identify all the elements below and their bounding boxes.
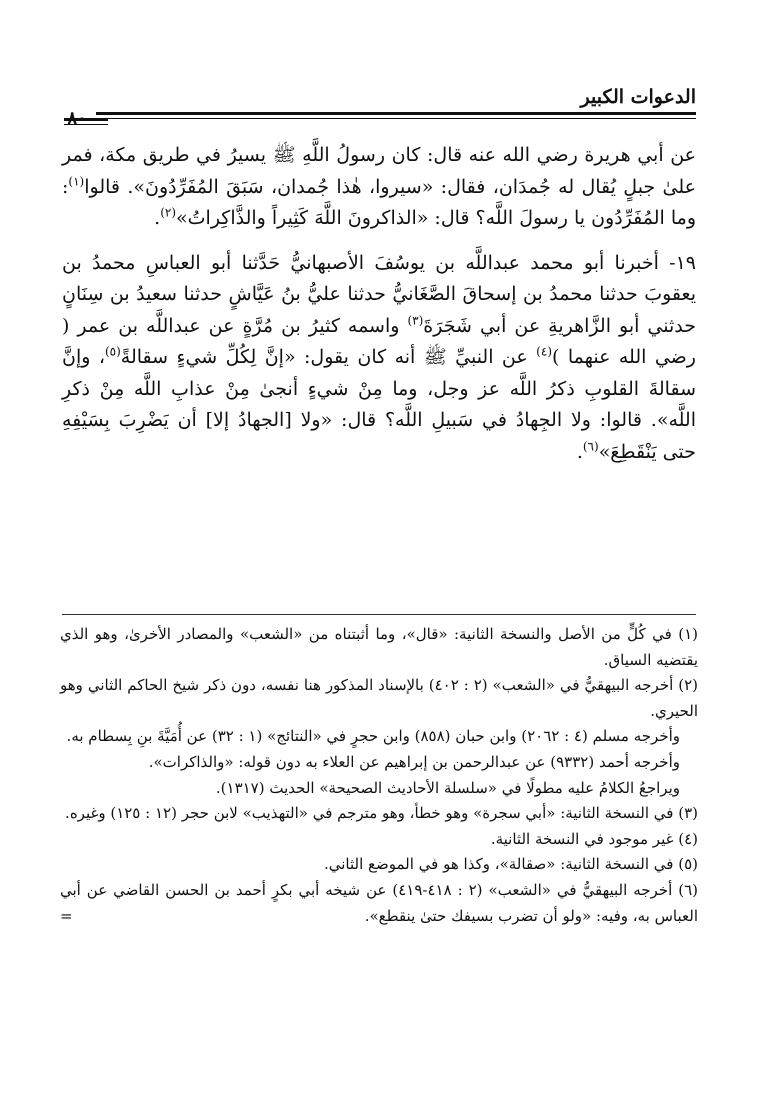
footnote-marker: (١) [68,174,85,189]
footnote-marker: (٤) [536,344,552,359]
text-segment: واسمه كثيرُ بن مُرَّةٍ عن عبداللَّه بن عمر ( رضي الله عنهما ) [62,314,696,368]
terminal-mark: . [154,207,161,229]
text-segment: ١٩- أخبرنا أبو محمد عبداللَّه بن يوسُفَ الأصبهانيُّ حَدَّثنا أبو العباسِ محمدُ بن يعقوبَ حدثنا محمدُ بن إسحاقَ الصَّغَانيُّ حدثنا عليُّ بنُ عَيَّاشٍ حدثنا سعيدُ بن سِنَانٍ حدثني أبو الزَّاهريةِ عن أبي شَجَرَةَ [62,251,696,337]
footnote-2-continuation: وأخرجه أحمد (٩٣٣٢) عن عبدالرحمن بن إبراهيم عن العلاء به دون قوله: «والذاكرات». [148,752,680,771]
running-title: الدعوات الكبير [580,86,696,108]
footnote-marker: (٦) [582,439,599,454]
header-rule [96,112,696,119]
footnote-2-continuation: ويراجعُ الكلامُ عليه مطولًا في «سلسلة الأحاديث الصحيحة» الحديث (١٣١٧). [215,778,680,797]
footnote-divider [62,614,696,615]
continuation-mark: = [60,906,73,925]
text-segment: وما المُفَرِّدُون يا رسولَ اللَّه؟ قال: «الذاكرونَ اللَّهَ كَثِيراً والذَّاكِراتُ» [176,207,696,229]
footnote-2: (٢) أخرجه البيهقيُّ في «الشعب» (٢ : ٤٠٢) بالإسناد المذكور هنا نفسه، دون ذكر شيخ الحاكم الثاني وهو الحيري. [60,676,698,720]
header-rule-short [64,118,108,125]
text-segment: عن أبي هريرة رضي الله عنه قال: كان رسولُ اللَّهِ ﷺ يسيرُ في طريق مكة، فمر علىٰ جبلٍ يُقال له جُمدَان، فقال: «سيروا، هٰذا جُمدان، سَبَقَ المُفَرِّدُونَ». قالوا [62,144,696,198]
footnote-5: (٥) في النسخة الثانية: «صقالة»، وكذا هو في الموضع الثاني. [323,855,698,874]
page-header [64,86,696,129]
page-number: ٨٠ [67,108,87,129]
footnote-4: (٤) غير موجود في النسخة الثانية. [490,829,698,848]
text-segment: عن النبيِّ ﷺ أنه كان يقول: «إنَّ لِكُلِّ شيءٍ سقالةً [120,346,528,368]
hadith-paragraph-1: عن أبي هريرة رضي الله عنه قال: كان رسولُ اللَّهِ ﷺ يسيرُ في طريق مكة، فمر علىٰ جبلٍ يُقال له جُمدَان، فقال: «سيروا، هٰذا جُمدان، سَبَقَ المُفَرِّدُونَ». قالوا$^{(١)}$: وما المُفَرِّدُون يا رسولَ اللَّه؟ قال: «الذاكرونَ اللَّهَ كَثِيراً والذَّاكِراتُ»$^{(٢)}$. [62,144,696,229]
footnote-6: (٦) أخرجه البيهقيُّ في «الشعب» (٢ : ٤١٨-٤١٩) عن شيخه أبي بكرٍ أحمد بن الحسن القاضي عن أبي العباس به، وفيه: «ولو أن تضرب بسيفك حتىٰ ينقطع». = [60,878,698,929]
hadith-paragraph-19 [62,248,696,469]
footnotes [60,622,698,929]
footnote-3: (٣) في النسخة الثانية: «أبي سجرة» وهو خطأ، وهو مترجم في «التهذيب» لابن حجر (١٢ : ١٢٥) وغيره. [65,804,698,823]
footnote-marker: (٥) [104,344,121,359]
terminal-mark: . [576,440,583,463]
footnote-marker: (٣) [407,313,424,328]
main-text [62,140,696,468]
footnote-2-continuation: وأخرجه مسلم (٤ : ٢٠٦٢) وابن حبان (٨٥٨) وابن حجرٍ في «النتائج» (١ : ٣٢) عن أُمَيَّةَ بنِ بِسطام به. [66,727,680,746]
footnote-1: (١) في كُلٍّ من الأصل والنسخة الثانية: «قال»، وما أثبتناه من «الشعب» والمصادر الأخرىٰ، وهو الذي يقتضيه السياق. [60,625,698,669]
text-segment: ، وإنَّ سقالةَ القلوبِ ذكرُ اللَّه عز وجل، وما مِنْ شيءٍ أنجىٰ مِنْ عذابِ اللَّه مِنْ ذكرِ اللَّه». قالوا: ولا الجِهادُ في سَبيلِ اللَّه؟ قال: «ولا [الجهادُ إلا] أن يَضْرِبَ بِسَيْفِهِ حتى يَنْقَطِعَ» [62,346,696,463]
footnote-marker: (٢) [160,205,177,220]
